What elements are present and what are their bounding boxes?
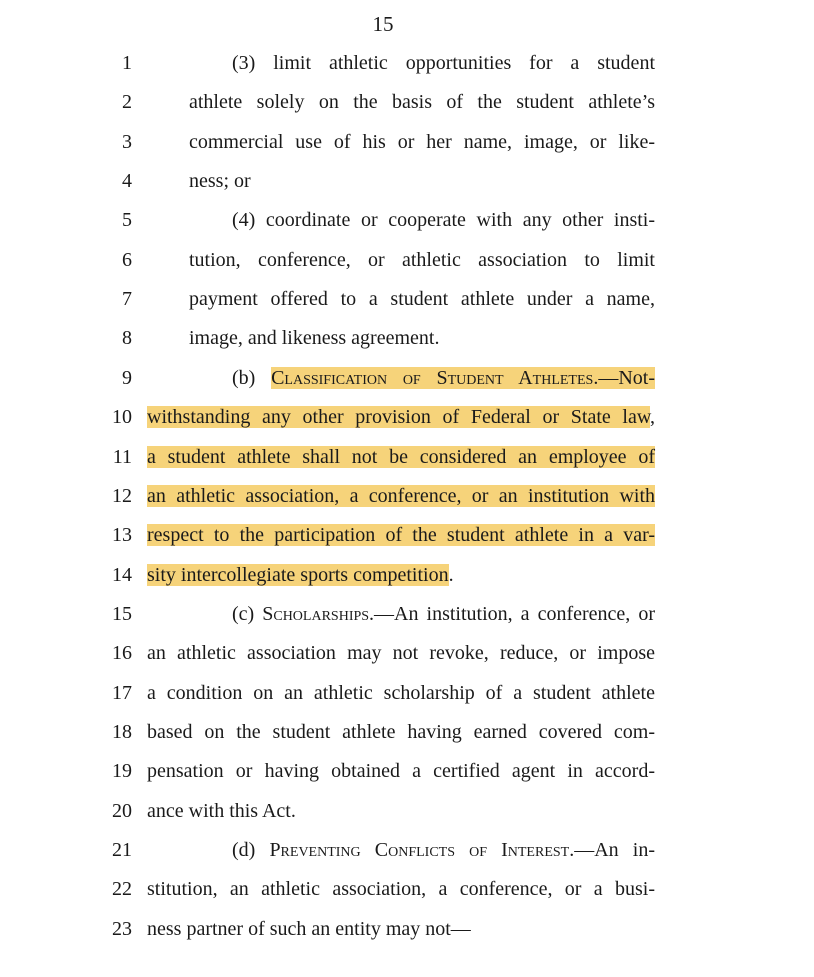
text-run: ness partner of such an entity may not— — [147, 917, 471, 940]
line-text — [232, 205, 655, 235]
text-line — [0, 796, 814, 826]
text-line — [0, 599, 814, 629]
text-run: (b) — [232, 366, 272, 389]
line-text — [232, 363, 655, 393]
text-line — [0, 87, 814, 117]
highlighted-text: Classification of Student Athletes — [271, 366, 594, 389]
text-run: ness; or — [189, 170, 251, 193]
line-text — [147, 796, 655, 826]
line-number: 8 — [122, 327, 132, 350]
text-line — [0, 323, 814, 353]
text-run: an athletic association may not revoke, reduce, or impose — [147, 642, 655, 665]
text-run: (c) — [232, 602, 263, 625]
highlighted-text: withstanding any other provision of Federal or State law — [147, 406, 650, 429]
line-number: 18 — [112, 720, 132, 743]
line-number: 11 — [112, 445, 132, 468]
line-number: 3 — [122, 130, 132, 153]
line-number: 2 — [122, 91, 132, 114]
text-line — [0, 442, 814, 472]
text-run: image, and likeness agreement. — [189, 327, 440, 350]
line-number: 14 — [112, 563, 132, 586]
line-number: 17 — [112, 681, 132, 704]
section-heading: Scholarships — [262, 602, 370, 625]
text-run: , — [650, 406, 655, 429]
line-number: 1 — [122, 52, 132, 74]
line-number: 4 — [122, 170, 132, 193]
text-line — [0, 127, 814, 157]
text-line — [0, 638, 814, 668]
line-text — [232, 599, 655, 629]
line-number: 15 — [112, 602, 132, 625]
line-text — [189, 87, 655, 117]
highlighted-text: sity intercollegiate sports competition — [147, 563, 449, 586]
text-run: athlete solely on the basis of the student athlete’s — [189, 91, 655, 114]
line-text — [147, 914, 655, 944]
line-text — [189, 166, 655, 196]
page-number: 15 — [372, 12, 394, 36]
text-run: (4) coordinate or cooperate with any other insti- — [232, 209, 655, 232]
line-text — [189, 127, 655, 157]
text-run: . — [448, 563, 454, 586]
text-run: (3) limit athletic opportunities for a student — [232, 52, 655, 74]
text-line — [0, 166, 814, 196]
text-line — [0, 363, 814, 393]
line-text — [147, 678, 655, 708]
line-number: 12 — [112, 484, 132, 507]
text-line — [0, 245, 814, 275]
text-run: .—An institution, a conference, or — [369, 602, 655, 625]
line-text — [147, 874, 655, 904]
text-run: (d) — [232, 839, 270, 861]
line-number: 21 — [112, 839, 132, 861]
highlighted-text: respect to the participation of the student athlete in a var- — [147, 524, 655, 547]
line-number: 9 — [122, 366, 132, 389]
line-text — [147, 638, 655, 668]
text-line — [0, 48, 814, 78]
text-line — [0, 402, 814, 432]
text-run: .—An in- — [569, 839, 655, 861]
text-run: pensation or having obtained a certified agent in accord- — [147, 760, 655, 783]
line-text — [147, 756, 655, 786]
text-run: stitution, an athletic association, a conference, or a busi- — [147, 878, 655, 901]
text-line — [0, 756, 814, 786]
text-run: commercial use of his or her name, image, or like- — [189, 130, 655, 153]
text-line — [0, 560, 814, 590]
line-number: 5 — [122, 209, 132, 232]
text-line — [0, 914, 814, 944]
line-text — [189, 284, 655, 314]
text-run: a condition on an athletic scholarship of a student athlete — [147, 681, 655, 704]
section-heading: Preventing Conflicts of Interest — [269, 839, 570, 861]
line-number: 13 — [112, 524, 132, 547]
line-number: 19 — [112, 760, 132, 783]
line-text — [147, 520, 655, 550]
line-number: 23 — [112, 917, 132, 940]
line-text — [189, 245, 655, 275]
line-number: 6 — [122, 248, 132, 271]
line-number: 7 — [122, 288, 132, 311]
line-text — [189, 323, 655, 353]
highlighted-text: .—Not- — [593, 366, 655, 389]
line-text — [232, 835, 655, 865]
text-line — [0, 481, 814, 511]
line-text — [147, 442, 655, 472]
text-line — [0, 874, 814, 904]
text-run: ance with this Act. — [147, 799, 296, 822]
line-number: 20 — [112, 799, 132, 822]
text-line — [0, 678, 814, 708]
line-text — [147, 560, 655, 590]
text-line — [0, 284, 814, 314]
text-run: tution, conference, or athletic association to limit — [189, 248, 655, 271]
line-text — [147, 481, 655, 511]
line-text — [147, 402, 655, 432]
text-line — [0, 520, 814, 550]
line-text — [147, 717, 655, 747]
line-number: 16 — [112, 642, 132, 665]
line-number: 22 — [112, 878, 132, 901]
text-run: payment offered to a student athlete under a name, — [189, 288, 655, 311]
text-line — [0, 717, 814, 747]
highlighted-text: a student athlete shall not be considered an employee of — [147, 445, 655, 468]
text-run: based on the student athlete having earned covered com- — [147, 720, 655, 743]
line-text — [232, 48, 655, 78]
text-line — [0, 205, 814, 235]
line-number: 10 — [112, 406, 132, 429]
highlighted-text: an athletic association, a conference, or an institution with — [147, 484, 655, 507]
text-line — [0, 835, 814, 865]
